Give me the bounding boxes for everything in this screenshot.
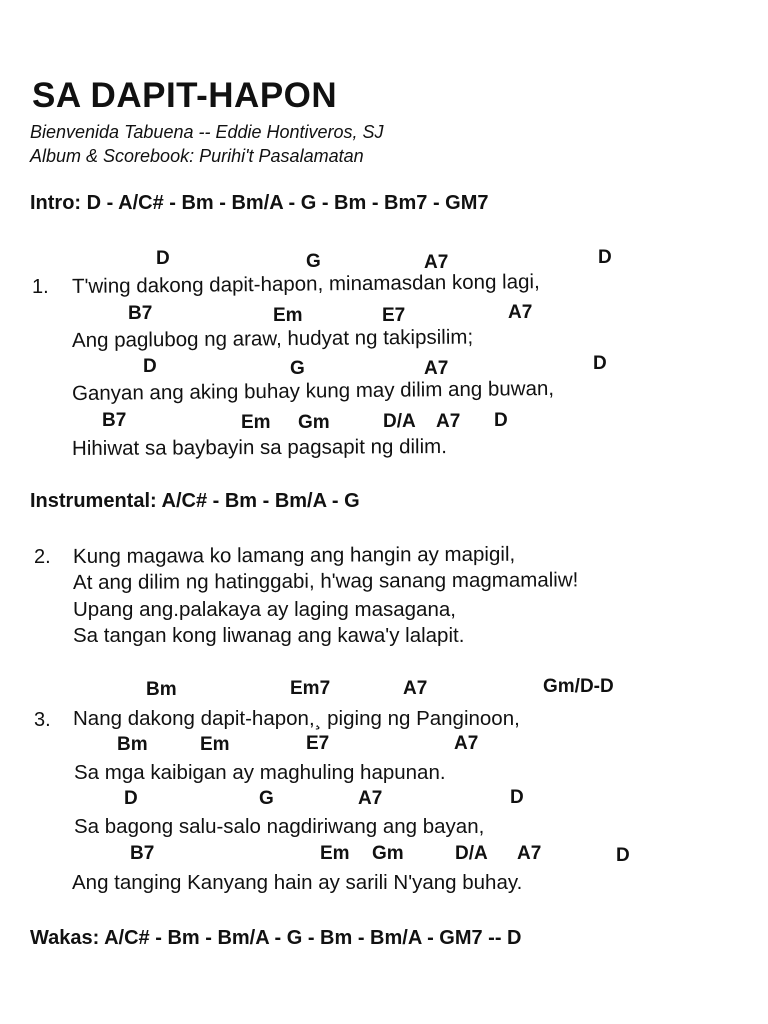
chord: D/A [383, 411, 416, 432]
chord: Em [200, 734, 230, 755]
chord: B7 [128, 303, 153, 324]
chord: Gm [372, 843, 404, 864]
lyric-line: Ang tanging Kanyang hain ay sarili N'yang buhay. [72, 871, 523, 894]
lyric-line: Nang dakong dapit-hapon,¸ piging ng Panginoon, [73, 707, 520, 730]
chord: Gm/D-D [543, 676, 614, 697]
chord: Em [241, 412, 271, 433]
chord: A7 [424, 252, 449, 273]
chord: D [124, 788, 138, 809]
chord: G [290, 358, 305, 379]
chord: Em [273, 305, 303, 326]
chord: A7 [454, 733, 479, 754]
lyric-line: T'wing dakong dapit-hapon, minamasdan kong lagi, [71, 270, 540, 298]
chord: Bm [146, 679, 177, 700]
chord: D [598, 247, 612, 268]
chord: A7 [436, 411, 461, 432]
chord: E7 [382, 305, 406, 326]
instrumental-chords: Instrumental: A/C# - Bm - Bm/A - G [30, 490, 360, 512]
lyric-line: Sa mga kaibigan ay maghuling hapunan. [74, 761, 446, 784]
lyric-line: Ganyan ang aking buhay kung may dilim ang buwan, [71, 376, 555, 405]
intro-chords: Intro: D - A/C# - Bm - Bm/A - G - Bm - Bm7 - GM7 [30, 192, 489, 214]
album-credit: Album & Scorebook: Purihi't Pasalamatan [30, 146, 364, 166]
chord: A7 [508, 302, 533, 323]
chord: D [593, 353, 607, 374]
chord: B7 [130, 843, 155, 864]
chord: Gm [298, 412, 330, 433]
chord: A7 [517, 843, 542, 864]
chord: B7 [102, 410, 127, 431]
lyric-line: At ang dilim ng hatinggabi, h'wag sanang magmamaliw! [72, 568, 579, 594]
chord: A7 [358, 788, 383, 809]
chord: G [306, 251, 321, 272]
chord: Em [320, 843, 350, 864]
chord: Bm [117, 734, 148, 755]
chord: D [494, 410, 508, 431]
chord: D [143, 356, 157, 377]
lyric-line: Kung magawa ko lamang ang hangin ay mapigil, [72, 542, 516, 568]
chord: D [510, 787, 524, 808]
chord: D [616, 845, 630, 866]
chord: A7 [424, 358, 449, 379]
chord: G [259, 788, 274, 809]
chord: A7 [403, 678, 428, 699]
chord: Em7 [290, 678, 331, 699]
lyric-line: Sa tangan kong liwanag ang kawa'y lalapit. [73, 624, 465, 647]
wakas-chords: Wakas: A/C# - Bm - Bm/A - G - Bm - Bm/A - GM7 -- D [30, 927, 522, 949]
chord: E7 [306, 733, 330, 754]
lyric-line: Sa bagong salu-salo nagdiriwang ang bayan, [74, 815, 485, 838]
lyric-line: Hihiwat sa baybayin sa pagsapit ng dilim. [71, 435, 447, 460]
verse-number: 2. [34, 546, 51, 568]
lyric-line: Upang ang.palakaya ay laging masagana, [73, 598, 456, 621]
lyric-line: Ang paglubog ng araw, hudyat ng takipsilim; [71, 325, 474, 352]
verse-number: 1. [32, 276, 49, 298]
chord: D/A [455, 843, 488, 864]
chord: D [156, 248, 170, 269]
verse-number: 3. [34, 709, 51, 731]
song-title: SA DAPIT-HAPON [32, 76, 338, 115]
authors-credit: Bienvenida Tabuena -- Eddie Hontiveros, SJ [30, 122, 384, 142]
